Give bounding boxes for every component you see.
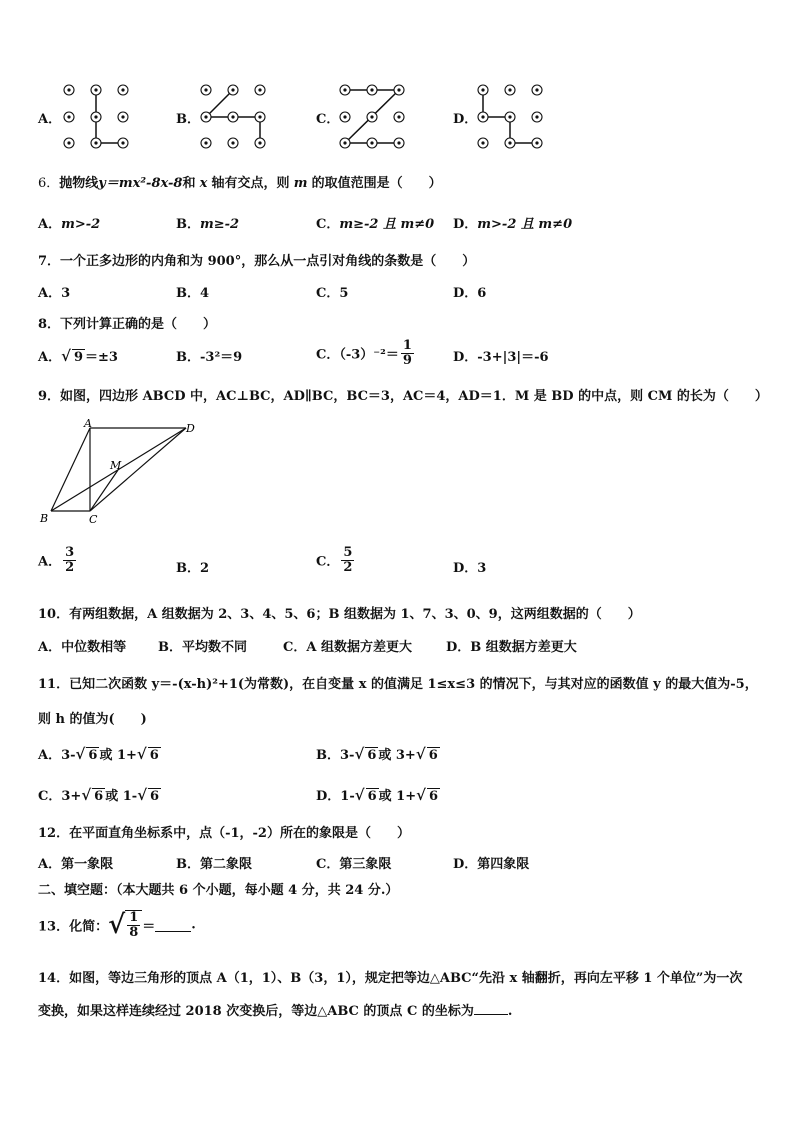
q8-option-a: A．√ 9 ＝±3 bbox=[38, 347, 118, 365]
q8-a-radicand: 9 bbox=[73, 350, 83, 365]
q14-line1: 14．如图，等边三角形的顶点 A（1，1）、B（3，1），规定把等边△ABC“先沿 x 轴翻折，再向左平移 1 个单位”为一次 bbox=[38, 971, 743, 986]
q7-option-c: C．5 bbox=[316, 286, 349, 301]
grid-dot-center bbox=[231, 88, 234, 91]
q6-stem-part: 和 bbox=[182, 176, 196, 191]
grid-dot-center bbox=[67, 141, 70, 144]
q8-option-d: D．-3+|3|＝-6 bbox=[453, 350, 549, 365]
grid-dot-center bbox=[204, 141, 207, 144]
q12-stem: 12．在平面直角坐标系中，点（-1，-2）所在的象限是（ ） bbox=[38, 826, 410, 841]
q9-label-c: C bbox=[89, 513, 98, 526]
grid-dot-center bbox=[343, 115, 346, 118]
q6-number: 6． bbox=[38, 176, 60, 191]
q11-stem-line2: 则 h 的值为( ) bbox=[38, 712, 147, 727]
grid-dot-center bbox=[481, 141, 484, 144]
q10-stem: 10．有两组数据，A 组数据为 2、3、4、5、6；B 组数据为 1、7、3、0、9，这两组数据的（ ） bbox=[38, 607, 641, 622]
q5-grid-b bbox=[195, 80, 275, 152]
q6-option-a: A．m>-2 bbox=[38, 217, 101, 232]
q6-stem-part: 轴有交点，则 bbox=[211, 176, 290, 191]
q9-figure bbox=[36, 416, 206, 528]
grid-dot-center bbox=[204, 115, 207, 118]
grid-dot-center bbox=[67, 88, 70, 91]
grid-dot-center bbox=[343, 141, 346, 144]
q6-stem-part: 抛物线 bbox=[59, 176, 99, 191]
q9-option-b: B．2 bbox=[176, 561, 210, 576]
grid-dot-center bbox=[121, 115, 124, 118]
q7-option-d: D．6 bbox=[453, 286, 487, 301]
grid-dot-center bbox=[481, 88, 484, 91]
grid-dot-center bbox=[397, 88, 400, 91]
q11-option-a: A．3-√ 6 或 1+√ 6 bbox=[38, 745, 159, 763]
q13-prefix: 13．化简： bbox=[38, 919, 109, 935]
q13: 13．化简：√ $\frac{1}{8}$ ＝ . bbox=[38, 910, 196, 940]
q9-stem: 9．如图，四边形 ABCD 中，AC⊥BC，AD∥BC，BC＝3，AC＝4，AD＝1．M 是 BD 的中点，则 CM 的长为（ ） bbox=[38, 389, 768, 404]
q13-answer-blank[interactable] bbox=[155, 919, 191, 932]
grid-dot-center bbox=[94, 88, 97, 91]
grid-dot-center bbox=[535, 141, 538, 144]
grid-dot-center bbox=[231, 141, 234, 144]
grid-dot-center bbox=[535, 115, 538, 118]
q12-option-c: C．第三象限 bbox=[316, 857, 392, 872]
grid-dot-center bbox=[508, 88, 511, 91]
grid-dot-center bbox=[94, 141, 97, 144]
q5-grid-a bbox=[58, 80, 138, 152]
q11-option-b: B．3-√ 6 或 3+√ 6 bbox=[316, 745, 438, 763]
q14-answer-blank[interactable] bbox=[474, 1002, 508, 1015]
grid-dot-center bbox=[397, 141, 400, 144]
q9-option-a: A． $\frac{3}{2}$ bbox=[38, 545, 75, 575]
grid-dot-center bbox=[535, 88, 538, 91]
q5-grid-d bbox=[472, 80, 552, 152]
grid-dot-center bbox=[67, 115, 70, 118]
q10-option-b: B．平均数不同 bbox=[158, 640, 247, 655]
grid-dot-center bbox=[258, 115, 261, 118]
q14-line2: 变换，如果这样连续经过 2018 次变换后，等边△ABC 的顶点 C 的坐标为 . bbox=[38, 1004, 513, 1019]
grid-dot-center bbox=[343, 88, 346, 91]
q6-option-c: C．m≥-2 且 m≠0 bbox=[316, 217, 435, 232]
q5-grid-c bbox=[334, 80, 414, 152]
q9-label-m: M bbox=[110, 459, 122, 472]
q6-function: y＝mx²-8x-8 bbox=[98, 176, 183, 191]
q12-option-d: D．第四象限 bbox=[453, 857, 530, 872]
q11-option-d: D．1-√ 6 或 1+√ 6 bbox=[316, 786, 439, 804]
q10-option-c: C．A 组数据方差更大 bbox=[283, 640, 412, 655]
section-title-fill-blank: 二、填空题：（本大题共 6 个小题，每小题 4 分，共 24 分.） bbox=[38, 883, 399, 898]
q9-option-c: C． $\frac{5}{2}$ bbox=[316, 545, 353, 575]
grid-dot-center bbox=[258, 141, 261, 144]
grid-dot-center bbox=[204, 88, 207, 91]
grid-dot-center bbox=[370, 141, 373, 144]
q6-option-b: B．m≥-2 bbox=[176, 217, 240, 232]
grid-dot-center bbox=[121, 88, 124, 91]
q9-option-d: D．3 bbox=[453, 561, 487, 576]
grid-dot-center bbox=[258, 88, 261, 91]
q7-option-a: A．3 bbox=[38, 286, 71, 301]
q10-option-d: D．B 组数据方差更大 bbox=[446, 640, 577, 655]
q5-option-d-label: D． bbox=[453, 112, 478, 127]
q9-label-a: A bbox=[84, 417, 92, 430]
grid-dot-center bbox=[508, 141, 511, 144]
grid-dot-center bbox=[370, 88, 373, 91]
q9-label-d: D bbox=[186, 422, 195, 435]
q12-option-b: B．第二象限 bbox=[176, 857, 253, 872]
q7-stem: 7．一个正多边形的内角和为 900°，那么从一点引对角线的条数是（ ） bbox=[38, 254, 476, 269]
grid-dot-center bbox=[121, 141, 124, 144]
q10-option-a: A．中位数相等 bbox=[38, 640, 127, 655]
grid-dot-center bbox=[370, 115, 373, 118]
q8-option-c: C．（-3）⁻²＝ $\frac{1}{9}$ bbox=[316, 338, 412, 368]
grid-dot-center bbox=[481, 115, 484, 118]
q8-option-b: B．-3²＝9 bbox=[176, 350, 243, 365]
grid-dot-center bbox=[508, 115, 511, 118]
q9-label-b: B bbox=[40, 512, 49, 525]
q7-option-b: B．4 bbox=[176, 286, 210, 301]
q12-option-a: A．第一象限 bbox=[38, 857, 114, 872]
q6-stem bbox=[38, 172, 442, 191]
q5-option-c-label: C． bbox=[316, 112, 340, 127]
q11-stem-line1: 11．已知二次函数 y＝-(x-h)²+1(为常数)，在自变量 x 的值满足 1≤x≤3 的情况下，与其对应的函数值 y 的最大值为-5， bbox=[38, 677, 758, 692]
grid-dot-center bbox=[397, 115, 400, 118]
q6-m: m bbox=[293, 176, 308, 191]
q8-stem: 8．下列计算正确的是（ ） bbox=[38, 317, 217, 332]
q5-option-a-label: A． bbox=[38, 112, 62, 127]
q11-option-c: C．3+√ 6 或 1-√ 6 bbox=[38, 786, 160, 804]
grid-dot-center bbox=[94, 115, 97, 118]
q5-option-b-label: B． bbox=[176, 112, 200, 127]
q6-x: x bbox=[199, 176, 208, 191]
grid-dot-center bbox=[231, 115, 234, 118]
q6-option-d: D．m>-2 且 m≠0 bbox=[453, 217, 573, 232]
q6-stem-part: 的取值范围是（ ） bbox=[311, 176, 442, 191]
